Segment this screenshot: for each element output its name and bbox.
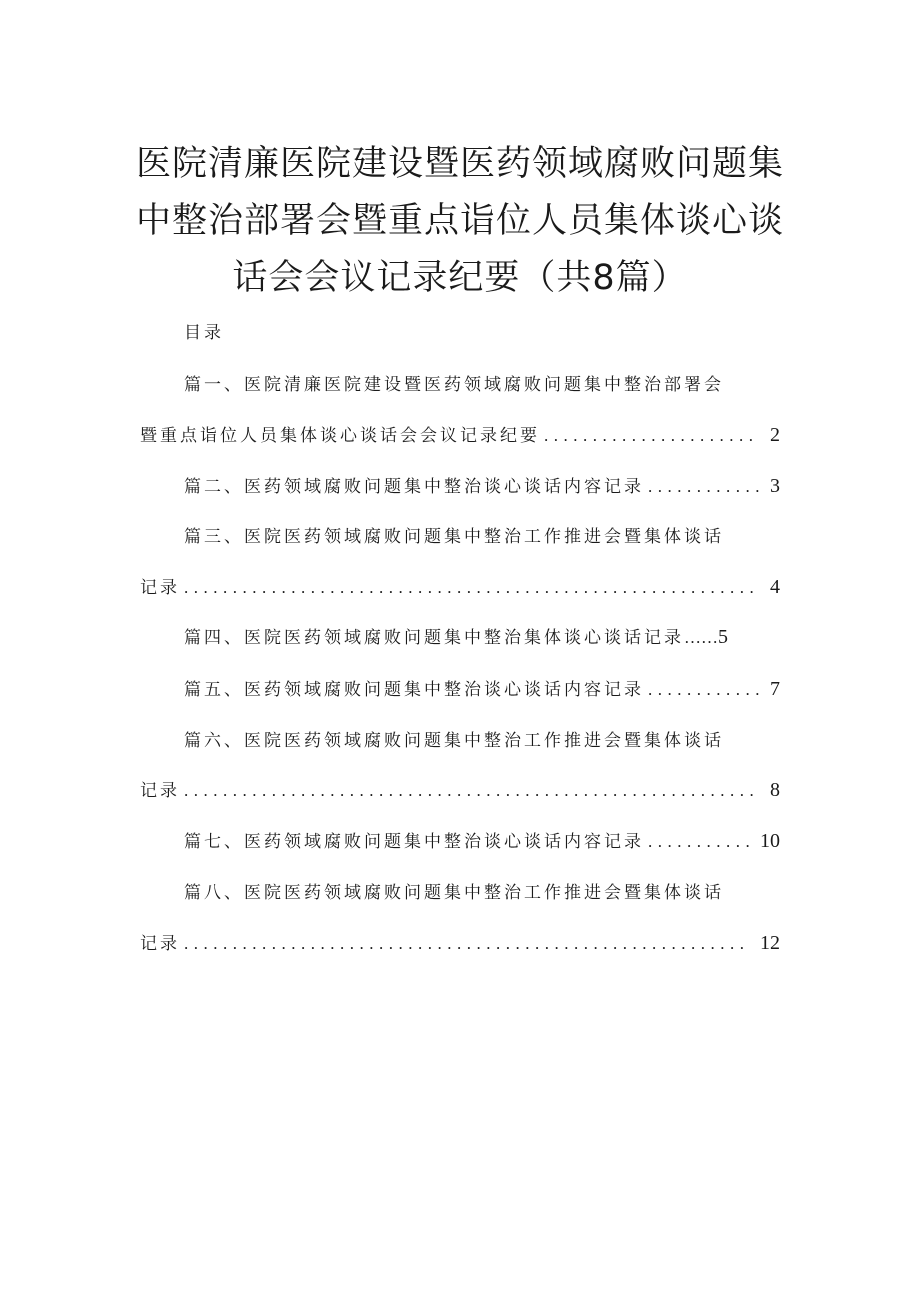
- title-line-1: 医院清廉医院建设暨医药领域腐败问题集: [135, 144, 784, 184]
- toc-entry-3-line-1[interactable]: [184, 522, 744, 547]
- toc-dot-leader: ...........: [648, 832, 756, 851]
- toc-page-number: 10: [760, 830, 780, 852]
- toc-page-number: 2: [770, 424, 780, 446]
- toc-entry-3-line-2[interactable]: [140, 573, 780, 599]
- toc-page-number: 8: [770, 779, 780, 801]
- toc-entry-5[interactable]: [184, 675, 780, 701]
- toc-heading: 目录: [184, 323, 224, 343]
- toc-entry-4[interactable]: [184, 623, 728, 649]
- toc-entry-6-line-2[interactable]: [140, 776, 780, 802]
- toc-dot-leader: ............: [648, 477, 765, 496]
- toc-entry-1-line-1[interactable]: [184, 370, 744, 395]
- toc-page-number: 7: [770, 678, 780, 700]
- toc-ellipsis: ……: [684, 628, 718, 647]
- toc-entry-text: 记录: [140, 578, 180, 598]
- toc-entry-6-line-1[interactable]: [184, 726, 744, 751]
- toc-page-number: 12: [760, 932, 780, 954]
- toc-entry-1-line-2[interactable]: [140, 421, 780, 447]
- toc-dot-leader: ............: [648, 680, 765, 699]
- title-line-3: 话会会议记录纪要（共8篇）: [232, 258, 688, 298]
- toc-entry-text: 篇七、医药领域腐败问题集中整治谈心谈话内容记录: [184, 832, 644, 852]
- toc-entry-8-line-1[interactable]: [184, 878, 744, 903]
- toc-entry-text: 篇五、医药领域腐败问题集中整治谈心谈话内容记录: [184, 680, 644, 700]
- toc-entry-text: 暨重点诣位人员集体谈心谈话会会议记录纪要: [140, 426, 540, 446]
- toc-dot-leader: ...........................................................: [184, 578, 760, 597]
- toc-entry-text: 篇八、医院医药领域腐败问题集中整治工作推进会暨集体谈话: [184, 883, 724, 903]
- toc-dot-leader: ...........................................................: [184, 781, 760, 800]
- toc-entry-text: 篇四、医院医药领域腐败问题集中整治集体谈心谈话记录: [184, 628, 684, 648]
- toc-entry-text: 篇一、医院清廉医院建设暨医药领域腐败问题集中整治部署会: [184, 375, 724, 395]
- toc-page-number: 3: [770, 475, 780, 497]
- toc-page-number: 5: [718, 626, 728, 648]
- document-title: [120, 136, 800, 307]
- title-line-2: 中整治部署会暨重点诣位人员集体谈心谈: [135, 201, 784, 241]
- toc-entry-7[interactable]: [184, 827, 780, 853]
- toc-entry-text: 篇三、医院医药领域腐败问题集中整治工作推进会暨集体谈话: [184, 527, 724, 547]
- toc-entry-text: 记录: [140, 781, 180, 801]
- toc-entry-text: 记录: [140, 934, 180, 954]
- toc-entry-2[interactable]: [184, 472, 780, 498]
- toc-entry-text: 篇六、医院医药领域腐败问题集中整治工作推进会暨集体谈话: [184, 731, 724, 751]
- toc-entry-8-line-2[interactable]: [140, 929, 780, 955]
- toc-dot-leader: ..........................................................: [184, 934, 750, 953]
- toc-dot-leader: ......................: [544, 426, 759, 445]
- toc-page-number: 4: [770, 576, 780, 598]
- toc-entry-text: 篇二、医药领域腐败问题集中整治谈心谈话内容记录: [184, 477, 644, 497]
